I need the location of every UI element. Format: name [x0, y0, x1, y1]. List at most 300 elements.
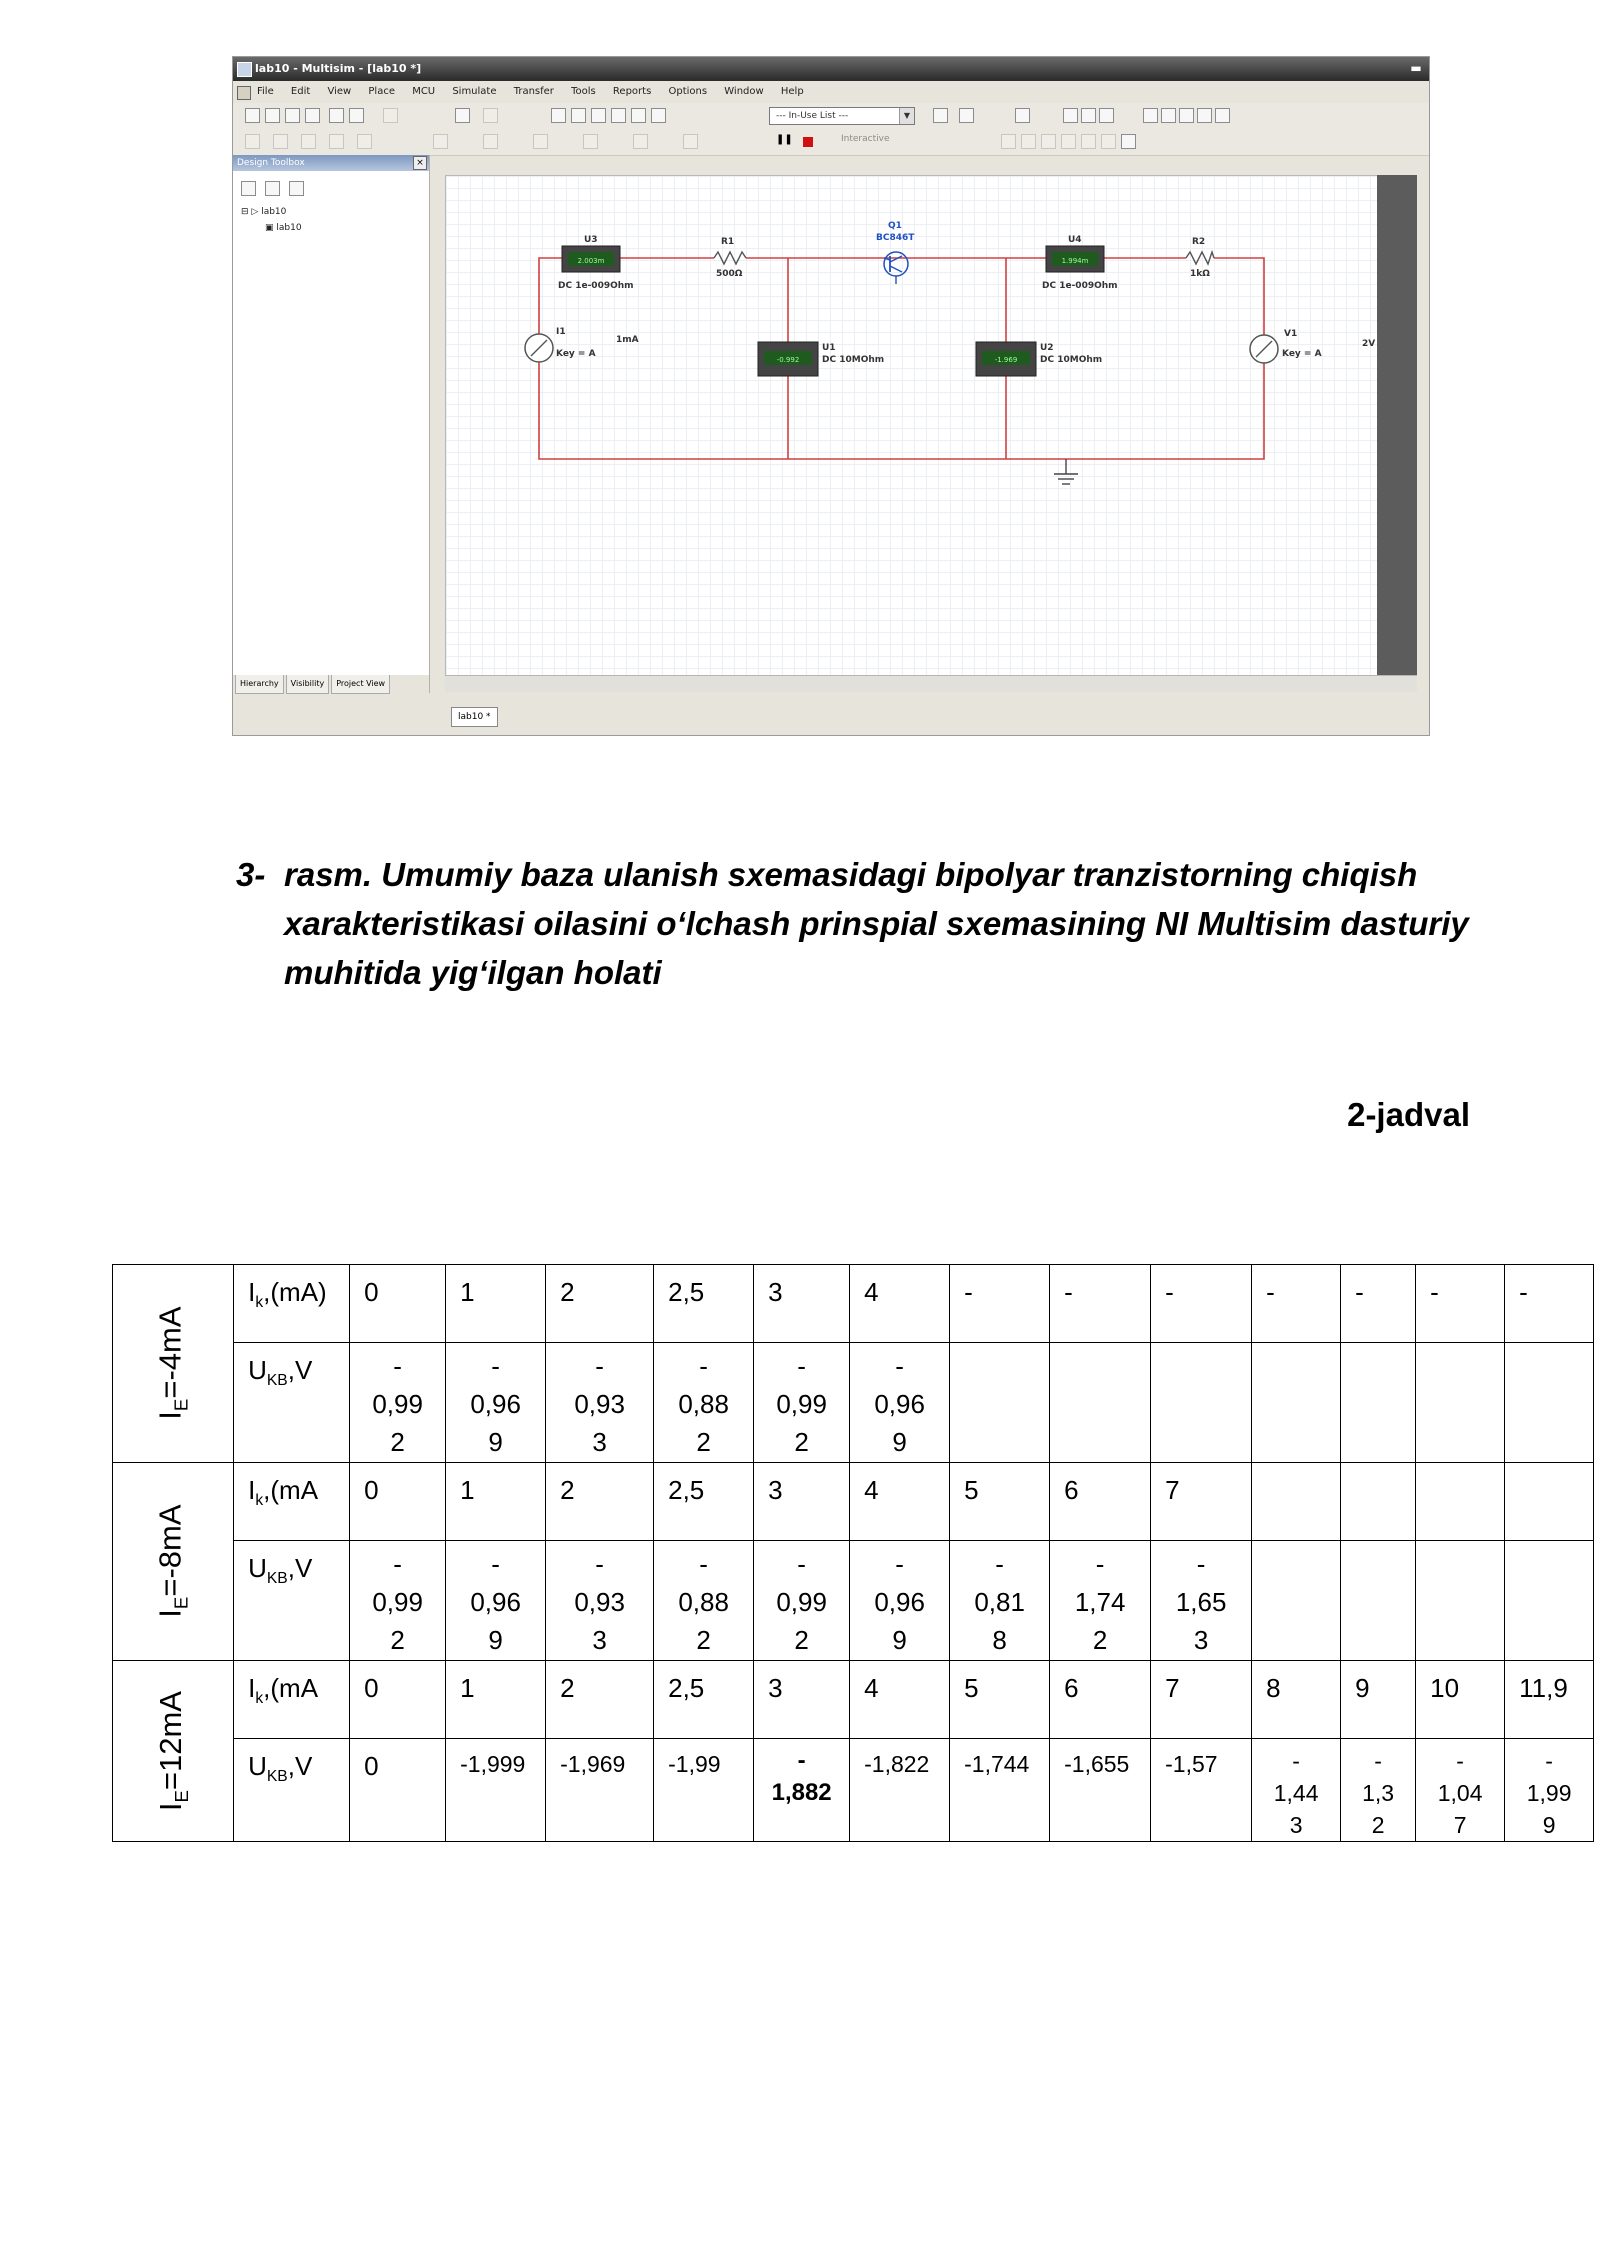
current-source-i1-value: 1mA [616, 335, 639, 345]
ukb-row [113, 1541, 1594, 1661]
voltage-source-v1-name: V1 [1284, 329, 1298, 339]
ukb-value: 1,04 [1437, 1780, 1483, 1806]
ik-value: - [1266, 1277, 1275, 1307]
group-label-cell [113, 1463, 234, 1661]
new-design-icon[interactable] [241, 181, 256, 196]
ukb-value-cell [1151, 1541, 1252, 1661]
oscilloscope-icon[interactable] [1061, 134, 1076, 149]
ukb-value: 1,44 [1273, 1780, 1319, 1806]
ukb-value-cell [1050, 1343, 1151, 1463]
spreadsheet-icon[interactable] [455, 108, 470, 123]
ukb-value-cell [654, 1739, 754, 1842]
ik-value-cell [546, 1661, 654, 1739]
ik-value: 2 [560, 1673, 575, 1703]
ik-value: 4 [864, 1475, 879, 1505]
new-file-icon[interactable] [245, 108, 260, 123]
ik-value-cell [350, 1661, 446, 1739]
ukb-value: 0,99 [372, 1389, 423, 1419]
ik-value: 6 [1064, 1475, 1079, 1505]
ik-value-cell [754, 1463, 850, 1541]
transistor-q1-model: BC846T [876, 233, 915, 243]
ik-label-cell [234, 1661, 350, 1739]
ukb-value: 0,93 [574, 1389, 625, 1419]
ik-value: - [1165, 1277, 1174, 1307]
ik-value: 9 [1355, 1673, 1370, 1703]
ukb-value-tail: 9 [488, 1625, 503, 1655]
ik-value-cell [546, 1265, 654, 1343]
ukb-value-cell [546, 1343, 654, 1463]
ik-value-cell [1252, 1463, 1341, 1541]
ammeter-u3[interactable] [558, 235, 634, 291]
ukb-label-rest: ,V [287, 1751, 313, 1781]
ukb-value: 0,99 [776, 1587, 827, 1617]
stop-icon[interactable] [803, 137, 813, 147]
ukb-value-sign: - [699, 1549, 708, 1579]
ukb-value-tail: 3 [592, 1427, 607, 1457]
open-sample-icon[interactable] [285, 108, 300, 123]
ik-value-cell [654, 1265, 754, 1343]
caption-text: rasm. Umumiy baza ulanish sxemasidagi bipolyar tranzistorning chiqish xarakteristikasi oilasini o‘lchash prinspial sxemasining NI Multisim dasturiy muhitida yig‘ilgan holati [284, 856, 1469, 991]
ik-value: 1 [460, 1475, 475, 1505]
voltage-source-v1-value: 2V [1362, 339, 1376, 349]
ik-value-cell [1416, 1265, 1505, 1343]
group-label-sub: E [171, 1399, 193, 1412]
group-label [153, 1691, 193, 1811]
transistor-q1[interactable] [876, 221, 915, 284]
ukb-value-cell [1416, 1343, 1505, 1463]
menu-file[interactable]: File [257, 86, 274, 97]
ukb-value-cell [350, 1343, 446, 1463]
ground-icon [1054, 459, 1078, 484]
meter-u1-mode: DC 10MOhm [822, 355, 885, 365]
document-icon [237, 86, 251, 100]
ik-value: - [1355, 1277, 1364, 1307]
save-icon[interactable] [305, 108, 320, 123]
find-icon[interactable] [1063, 108, 1078, 123]
resistor-r1-value: 500Ω [716, 269, 743, 279]
ukb-value-cell [350, 1739, 446, 1842]
menu-reports[interactable]: Reports [612, 86, 652, 97]
group-label-cell [113, 1661, 234, 1842]
ik-label-sub: k [255, 1690, 264, 1708]
ik-value-cell [1151, 1265, 1252, 1343]
ukb-value-tail: 9 [892, 1625, 907, 1655]
basic-icon[interactable] [273, 134, 288, 149]
ik-value: 7 [1165, 1673, 1180, 1703]
pointer-icon[interactable] [1081, 108, 1096, 123]
ik-value-cell [654, 1463, 754, 1541]
ik-row [113, 1661, 1594, 1739]
ik-value-cell [1151, 1463, 1252, 1541]
ukb-value-sign: - [491, 1549, 500, 1579]
ik-value-cell [446, 1661, 546, 1739]
group-label-rest: =12mA [152, 1690, 188, 1791]
power-icon[interactable] [683, 134, 698, 149]
voltage-source-v1[interactable] [1250, 329, 1375, 363]
ik-row [113, 1265, 1594, 1343]
group-label-main: I [152, 1609, 188, 1619]
ammeter-u4[interactable] [1042, 235, 1118, 291]
vertical-scrollbar[interactable] [1377, 175, 1417, 675]
ik-value: 2,5 [668, 1475, 705, 1505]
voltmeter-u1[interactable] [758, 342, 884, 376]
ukb-value-cell [1252, 1343, 1341, 1463]
circuit-wires [539, 258, 1264, 459]
print-icon[interactable] [329, 108, 344, 123]
tab-project-view[interactable]: Project View [331, 675, 390, 694]
mixed-icon[interactable] [583, 134, 598, 149]
ik-value-cell [1050, 1265, 1151, 1343]
bus-icon[interactable] [1015, 108, 1030, 123]
close-icon[interactable]: × [413, 156, 427, 170]
group-label-rest: =-4mA [152, 1306, 188, 1400]
ik-value-cell [1050, 1463, 1151, 1541]
ik-value-cell [546, 1463, 654, 1541]
ukb-value-tail: 7 [1453, 1812, 1467, 1838]
ukb-value-sign: - [1374, 1748, 1382, 1774]
ik-value: 0 [364, 1673, 379, 1703]
grapher-icon[interactable] [551, 108, 566, 123]
horizontal-scrollbar[interactable] [445, 675, 1417, 692]
menu-edit[interactable]: Edit [290, 86, 311, 97]
ukb-value-cell [754, 1343, 850, 1463]
ukb-value-cell [1505, 1541, 1594, 1661]
ukb-value-sign: - [1196, 1549, 1206, 1579]
menu-tools[interactable]: Tools [571, 86, 596, 97]
ik-value-cell [1505, 1463, 1594, 1541]
ukb-label-cell [234, 1343, 350, 1463]
multimeter-icon[interactable] [1001, 134, 1016, 149]
print-preview-icon[interactable] [349, 108, 364, 123]
ukb-label-sub: KB [266, 1570, 288, 1588]
ukb-value: -1,99 [668, 1751, 721, 1777]
component-wizard-icon[interactable] [933, 108, 948, 123]
ukb-value-cell [546, 1541, 654, 1661]
current-source-i1[interactable] [525, 327, 639, 362]
ukb-value-cell [1341, 1739, 1416, 1842]
group-label-sub: E [171, 1790, 193, 1803]
ik-label-sub: k [255, 1492, 264, 1510]
meter-u2-mode: DC 10MOhm [1040, 355, 1103, 365]
ukb-value-cell [1050, 1541, 1151, 1661]
breadboard-icon[interactable] [651, 108, 666, 123]
ukb-value-cell-bold [754, 1739, 850, 1842]
ik-label-main: I [248, 1277, 256, 1307]
design-toolbox-header [233, 155, 429, 171]
zoom-fit-icon[interactable] [1197, 108, 1212, 123]
tree-item-child[interactable]: ▣ lab10 [265, 223, 302, 233]
zoom-out-icon[interactable] [1161, 108, 1176, 123]
ukb-value: 0,96 [874, 1389, 925, 1419]
ik-value-cell [1151, 1661, 1252, 1739]
tab-visibility[interactable]: Visibility [286, 675, 330, 694]
undo-icon[interactable] [483, 108, 498, 123]
ik-value-cell [850, 1463, 950, 1541]
source-icon[interactable] [245, 134, 260, 149]
ukb-value-cell [654, 1343, 754, 1463]
ik-value-cell [754, 1265, 850, 1343]
ukb-value-tail: 2 [794, 1427, 809, 1457]
analog-icon[interactable] [357, 134, 372, 149]
menu-mcu[interactable]: MCU [412, 86, 436, 97]
ukb-value: 0,96 [470, 1389, 521, 1419]
current-source-i1-key: Key = A [556, 349, 596, 359]
group-label [153, 1505, 193, 1618]
ukb-value-cell [1416, 1739, 1505, 1842]
ik-label-rest: ,(mA) [263, 1277, 327, 1307]
ukb-value: 0,99 [776, 1389, 827, 1419]
ukb-value: 1,882 [771, 1779, 832, 1806]
simulation-toolbar [233, 129, 1429, 156]
table-label: 2-jadval [1347, 1096, 1470, 1133]
save-design-icon[interactable] [289, 181, 304, 196]
main-toolbar [233, 103, 1429, 130]
zoom-area-icon[interactable] [1179, 108, 1194, 123]
ukb-value-tail: 8 [992, 1625, 1007, 1655]
ik-value-cell [350, 1265, 446, 1343]
ik-value: 4 [864, 1277, 879, 1307]
ik-value-cell [446, 1463, 546, 1541]
ik-value: 2 [560, 1475, 575, 1505]
resistor-r2[interactable] [1186, 237, 1214, 279]
ukb-value-sign: - [699, 1351, 708, 1381]
ukb-value-tail: 2 [1371, 1812, 1385, 1838]
voltmeter-u2[interactable] [976, 342, 1102, 376]
ukb-value-cell [1505, 1739, 1594, 1842]
description-box-icon[interactable] [591, 108, 606, 123]
menu-transfer[interactable]: Transfer [513, 86, 554, 97]
menu-place[interactable]: Place [368, 86, 395, 97]
ukb-value: 0,81 [974, 1587, 1025, 1617]
ukb-value-cell [950, 1739, 1050, 1842]
ukb-value-cell [754, 1541, 850, 1661]
meter-u1-name: U1 [822, 343, 836, 353]
tree-item-root[interactable]: ⊟ ▷ lab10 [241, 207, 287, 217]
design-tree [233, 171, 429, 238]
ik-value: 11,9 [1519, 1673, 1568, 1703]
ukb-value-cell [950, 1541, 1050, 1661]
ukb-value-tail: 2 [390, 1427, 405, 1457]
ukb-value: 1,74 [1074, 1587, 1126, 1617]
electrical-rules-icon[interactable] [631, 108, 646, 123]
ukb-value-cell [350, 1541, 446, 1661]
meter-u3-reading: 2.003m [577, 257, 605, 265]
open-design-icon[interactable] [265, 181, 280, 196]
ik-value: 8 [1266, 1673, 1281, 1703]
misc-digital-icon[interactable] [533, 134, 548, 149]
ik-value: 6 [1064, 1673, 1079, 1703]
ukb-value-sign: - [1292, 1748, 1300, 1774]
ukb-value-sign: - [1545, 1748, 1553, 1774]
resistor-r2-name: R2 [1192, 237, 1206, 247]
tab-hierarchy[interactable]: Hierarchy [235, 675, 284, 694]
ukb-value-cell [546, 1739, 654, 1842]
ik-value-cell [1505, 1265, 1594, 1343]
full-screen-icon[interactable] [1215, 108, 1230, 123]
ik-value-cell [1505, 1661, 1594, 1739]
ukb-value-sign: - [393, 1351, 402, 1381]
circuit-schematic [446, 176, 1378, 676]
ukb-value-tail: 3 [592, 1625, 607, 1655]
ukb-value-tail: 9 [488, 1427, 503, 1457]
menu-view[interactable]: View [327, 86, 352, 97]
menu-bar [233, 83, 1429, 101]
group-label-main: I [152, 1411, 188, 1421]
ik-value-cell [950, 1463, 1050, 1541]
ik-value-cell [1252, 1265, 1341, 1343]
ukb-value: 1,65 [1175, 1587, 1227, 1617]
ukb-value-sign: - [1095, 1549, 1105, 1579]
function-generator-icon[interactable] [1021, 134, 1036, 149]
indicator-icon[interactable] [633, 134, 648, 149]
minimize-icon[interactable]: ▬ [1410, 61, 1422, 75]
zoom-in-icon[interactable] [1143, 108, 1158, 123]
probe-icon[interactable] [959, 108, 974, 123]
meter-u4-mode: DC 1e-009Ohm [1042, 281, 1118, 291]
ik-value-cell [1252, 1661, 1341, 1739]
resistor-r2-value: 1kΩ [1190, 269, 1210, 279]
cmos-icon[interactable] [483, 134, 498, 149]
ukb-value-cell [1341, 1343, 1416, 1463]
ukb-value-tail: 9 [1542, 1812, 1556, 1838]
diode-icon[interactable] [301, 134, 316, 149]
ik-label-sub: k [255, 1294, 264, 1312]
ukb-value-tail: 2 [1092, 1625, 1108, 1655]
ukb-value-cell [446, 1343, 546, 1463]
ik-label-cell [234, 1463, 350, 1541]
schematic-canvas[interactable] [445, 175, 1379, 677]
ukb-value: 0,96 [470, 1587, 521, 1617]
pause-icon[interactable]: ❚❚ [776, 134, 793, 145]
ik-label-main: I [248, 1673, 256, 1703]
multisim-screenshot [232, 56, 1430, 736]
ik-value: 3 [768, 1475, 783, 1505]
in-use-list-select[interactable] [769, 107, 915, 125]
ukb-value-cell [1050, 1739, 1151, 1842]
ukb-value-tail: 3 [1289, 1812, 1303, 1838]
ukb-value-sign: - [895, 1549, 904, 1579]
ukb-label-main: U [248, 1751, 267, 1781]
ik-value: 5 [964, 1673, 979, 1703]
chevron-down-icon: ▼ [899, 108, 914, 124]
ik-value-cell [1341, 1661, 1416, 1739]
group-label-rest: =-8mA [152, 1504, 188, 1598]
ik-value: 1 [460, 1673, 475, 1703]
ukb-value-sign: - [393, 1549, 402, 1579]
resistor-r1[interactable] [714, 237, 746, 279]
transistor-icon[interactable] [329, 134, 344, 149]
group-label-cell [113, 1265, 234, 1463]
ukb-value-cell [1341, 1541, 1416, 1661]
ukb-value-cell [654, 1541, 754, 1661]
ukb-value-cell [950, 1343, 1050, 1463]
ukb-value-cell [446, 1739, 546, 1842]
ukb-value: 0,88 [678, 1389, 729, 1419]
postprocessor-icon[interactable] [571, 108, 586, 123]
ukb-value-tail: 2 [390, 1625, 405, 1655]
menu-help[interactable]: Help [780, 86, 804, 97]
ik-value-cell [950, 1265, 1050, 1343]
ik-value: 10 [1430, 1673, 1460, 1703]
ik-value-cell [1050, 1661, 1151, 1739]
ik-label-main: I [248, 1475, 256, 1505]
ukb-label-main: U [248, 1355, 267, 1385]
ukb-row [113, 1343, 1594, 1463]
ukb-value: -1,999 [460, 1751, 526, 1777]
ukb-value-cell [1252, 1541, 1341, 1661]
ukb-label-sub: KB [266, 1768, 288, 1786]
window-titlebar [233, 57, 1429, 81]
group-label-main: I [152, 1802, 188, 1812]
bode-plotter-icon[interactable] [1081, 134, 1096, 149]
document-tab[interactable] [451, 707, 498, 727]
tree-child-label: lab10 [276, 223, 302, 233]
ukb-value-sign: - [1456, 1748, 1464, 1774]
document-tab-label: lab10 * [458, 712, 491, 722]
menu-simulate[interactable]: Simulate [452, 86, 497, 97]
menu-window[interactable]: Window [724, 86, 764, 97]
ukb-value-tail: 2 [696, 1427, 711, 1457]
ik-value-cell [1416, 1463, 1505, 1541]
ik-value: - [1519, 1277, 1528, 1307]
data-table [112, 1264, 1594, 1842]
ukb-value-cell [850, 1739, 950, 1842]
wattmeter-icon[interactable] [1041, 134, 1056, 149]
cut-icon[interactable] [383, 108, 398, 123]
ik-value-cell [850, 1265, 950, 1343]
database-icon[interactable] [611, 108, 626, 123]
figure-caption [236, 850, 1486, 997]
menu-options[interactable]: Options [668, 86, 708, 97]
ukb-value: 0 [364, 1751, 379, 1781]
window-title: lab10 - Multisim - [lab10 *] [255, 62, 422, 75]
ttl-icon[interactable] [433, 134, 448, 149]
ukb-value: -1,822 [864, 1751, 930, 1777]
logic-analyzer-icon[interactable] [1121, 134, 1136, 149]
transistor-q1-symbol [884, 252, 908, 276]
ik-label-rest: ,(mA [263, 1673, 319, 1703]
ukb-value-sign: - [797, 1351, 806, 1381]
ik-value-cell [446, 1265, 546, 1343]
ukb-value-cell [1252, 1739, 1341, 1842]
ukb-value-tail: 2 [794, 1625, 809, 1655]
ukb-value-sign: - [797, 1549, 806, 1579]
ik-value-cell [1341, 1265, 1416, 1343]
ik-label-cell [234, 1265, 350, 1343]
ukb-value-cell [850, 1343, 950, 1463]
ukb-value: -1,655 [1064, 1751, 1130, 1777]
ukb-value-sign: - [895, 1351, 904, 1381]
ukb-value-sign: - [595, 1549, 604, 1579]
help-icon[interactable] [1099, 108, 1114, 123]
word-generator-icon[interactable] [1101, 134, 1116, 149]
ik-value: 0 [364, 1277, 379, 1307]
ukb-value: 0,88 [678, 1587, 729, 1617]
ik-value: 2 [560, 1277, 575, 1307]
ik-value: 7 [1165, 1475, 1180, 1505]
open-folder-icon[interactable] [265, 108, 280, 123]
ukb-value-cell [1151, 1739, 1252, 1842]
ukb-value-cell [1151, 1343, 1252, 1463]
resistor-r1-symbol [714, 252, 746, 264]
app-icon [237, 62, 252, 77]
design-toolbox-panel [233, 155, 430, 693]
ukb-value-tail: 3 [1193, 1625, 1209, 1655]
ukb-value: -1,744 [964, 1751, 1030, 1777]
ik-value: 1 [460, 1277, 475, 1307]
ukb-label-cell [234, 1541, 350, 1661]
ik-label-rest: ,(mA [263, 1475, 319, 1505]
